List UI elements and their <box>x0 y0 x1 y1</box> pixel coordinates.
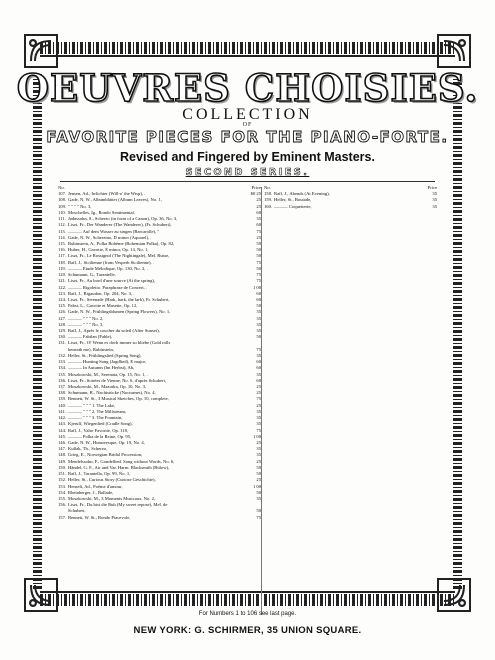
entry-price: 50 <box>256 489 261 495</box>
entry-title: Kjerulf, Wiegenlied (Cradle Song), <box>68 421 133 427</box>
entry-number: 117. <box>58 253 66 259</box>
entry-title: ——— " " " No. 3, <box>68 321 104 327</box>
entry-number: 127. <box>58 315 67 321</box>
entry-price: 35 <box>256 421 261 427</box>
entry-price: 50 <box>256 508 261 514</box>
entry-number: 143. <box>58 421 67 427</box>
entry-title: Raff, J., Abends (At Evening), <box>274 191 330 197</box>
entry-number: 135. <box>58 371 67 377</box>
catalog-entry <box>264 204 437 210</box>
border-bottom <box>40 594 455 606</box>
entry-price: 60 <box>256 359 261 365</box>
entry-price: 50 <box>256 303 261 309</box>
entry-price: 35 <box>256 495 261 501</box>
entry-title: ——— Fabilan (Fable), <box>68 334 113 340</box>
entry-title: ——— Auf dem Wasser zu singen (Barcarolle), " <box>68 228 160 234</box>
entry-number: 133. <box>58 359 67 365</box>
divider <box>60 181 435 182</box>
series-text: SECOND SERIES. <box>185 167 310 178</box>
publisher-line: NEW YORK: G. SCHIRMER, 35 UNION SQUARE. <box>133 625 362 636</box>
entry-price: 25 <box>256 477 261 483</box>
entry-title: Liszt, Fr., Au bord d'une source (At the spring), <box>68 278 156 284</box>
entry-title: Rheinberger, J., Ballade, <box>68 489 114 495</box>
entry-number: 136. <box>58 377 67 383</box>
entry-title: Raff, J., Rigaudon, Op. 204, No. 3, . <box>68 290 135 296</box>
subtitle: FAVORITE PIECES FOR THE PIANO-FORTE. <box>46 128 449 146</box>
entry-title: Kullak, Th., Scherzo, <box>68 446 108 452</box>
entry-title: ——— Etude Mélodique, Op. 130, No. 2, . <box>68 265 148 271</box>
entry-number: 155. <box>58 495 67 501</box>
entry-title: ——— " " " 2. The Millstream, <box>68 408 127 414</box>
footnote: For Numbers 1 to 106 see last page. <box>198 611 297 617</box>
corner-ornament-icon <box>436 577 472 613</box>
entry-title: Raff, J., Tarantella, Op. 99, No. 1, <box>68 471 131 477</box>
entry-number: 113. <box>58 228 66 234</box>
entry-number: 153. <box>58 483 67 489</box>
entry-price: 50 <box>256 265 261 271</box>
entry-price: 25 <box>256 234 261 240</box>
entry-price: 75 <box>256 514 261 520</box>
entry-number: 144. <box>58 427 67 433</box>
entry-number: 116. <box>58 247 66 253</box>
entry-price: 25 <box>256 458 261 464</box>
entry-price: 25 <box>256 402 261 408</box>
entry-title: Bennett, W. St., Rondo Piacevole, <box>68 514 131 520</box>
no-label: No. <box>58 185 65 190</box>
entry-price: 25 <box>256 390 261 396</box>
entry-price: 35 <box>256 415 261 421</box>
entry-title: Händel, G. F., Air and Var. Harm. Blacksmith (Bülow), <box>68 464 170 470</box>
entry-number: 118. <box>58 259 66 265</box>
entry-title: Schubert, <box>68 508 86 514</box>
entry-number: 125. <box>58 303 67 309</box>
price-label: Price <box>427 185 437 190</box>
entry-title: Gade, N. W., Frühlingsblumen (Spring Flowers), No. 1, <box>68 309 171 315</box>
entry-number: 152. <box>58 477 67 483</box>
entry-number: 142. <box>58 415 67 421</box>
entry-title: ——— Rigoletto. Paraphrase de Concert, . <box>68 284 148 290</box>
entry-title: beneath me), Rubinstein, <box>68 346 114 352</box>
entry-title: Moszkowski, M., Serenata, Op. 15, No. 1, . <box>68 371 148 377</box>
entry-title: Jadassohn, S., Scherzo (in form of a Canon), Op. 36, No. 3, <box>68 216 178 222</box>
entry-number: 147. <box>58 446 67 452</box>
price-label: Price <box>251 185 261 190</box>
entry-number: 151. <box>58 471 67 477</box>
entry-title: ——— " " " 1. The Lake, <box>68 402 116 408</box>
entry-price: 50 <box>256 334 261 340</box>
entry-number: 158. <box>264 191 273 197</box>
entry-price: 1 00 <box>252 284 261 290</box>
entry-title: ——— Polka de la Reine, Op. 95, <box>68 433 132 439</box>
entry-number: 145. <box>58 433 67 439</box>
corner-ornament-icon <box>23 33 59 69</box>
entry-title: Raff, J., Après le coucher du soleil (After Sunset), <box>68 328 160 334</box>
entry-number: 146. <box>58 439 67 445</box>
entry-title: Pabst, L., Gavotte et Musette, Op. 12, <box>68 303 138 309</box>
entry-title: ——— " " " 3. The Fountain, <box>68 415 123 421</box>
entry-price: 75 <box>256 272 261 278</box>
entry-title: Heller, St., Curious Story (Curiose Geschichte), <box>68 477 156 483</box>
entry-price: 60 <box>256 365 261 371</box>
entry-price: 75 <box>256 396 261 402</box>
revised-line: Revised and Fingered by Eminent Masters. <box>120 150 375 164</box>
column-divider <box>261 187 262 615</box>
entry-title: Moszkowski, M., Mazurka, Op. 10, No. 3, <box>68 384 147 389</box>
entry-title: Moschelles, Ig., Rondo Sentimental, <box>68 209 135 215</box>
entry-title: " " " " No. 3, <box>68 203 92 209</box>
entry-price: 25 <box>256 203 261 209</box>
entry-number: 140. <box>58 402 67 408</box>
entry-number: 109. <box>58 203 67 209</box>
entry-title: Liszt, Fr., Serenade (Hark, hark, the lark), Fr. Schubert, <box>68 296 170 302</box>
entry-price: 50 <box>256 240 261 246</box>
catalog-entry <box>58 515 261 521</box>
entry-price: 60 <box>256 222 261 228</box>
entry-title: Liszt, Fr., Du bist die Ruh (My sweet repose), Mel. de <box>68 502 168 508</box>
entry-number: 132. <box>58 352 67 358</box>
entry-title: Liszt, Fr., Der Wanderer (The Wanderer), (Fr. Schubert), <box>68 222 172 228</box>
entry-number: 130. <box>58 334 67 340</box>
entry-price: 35 <box>256 371 261 377</box>
entry-number: 122. <box>58 284 67 290</box>
entry-title: Gade, N. W., Scherzino, D minor (Aquarel), . <box>68 234 152 240</box>
entry-number: 112. <box>58 222 66 228</box>
entry-title: ——— In Autumn (Im Herbst), Ab, <box>68 365 135 371</box>
entry-title: Henselt, Ad., Poème d'amour, <box>68 483 123 489</box>
entry-title: ——— Coquetterie, <box>274 203 312 209</box>
entry-number: 114. <box>58 234 66 240</box>
entry-number: 141. <box>58 408 67 414</box>
entry-title: Mendelssohn, F., Gondellied. Song without Words, No. 6, <box>68 458 175 464</box>
entry-title: Huber, H., Gavotte, E minor, Op. 14, No. 1, <box>68 247 149 253</box>
entry-price: 35 <box>256 408 261 414</box>
entry-title: ——— " " " No. 2, <box>68 315 104 321</box>
entry-title: Raff, J., Valse Favorite, Op. 118, <box>68 427 129 433</box>
entry-price: 60 <box>256 209 261 215</box>
entry-price: 35 <box>256 452 261 458</box>
entry-price: 35 <box>432 197 437 203</box>
entry-number: 124. <box>58 296 67 302</box>
catalog-list <box>264 191 437 210</box>
entry-price: 50 <box>256 253 261 259</box>
entry-number: 137. <box>58 384 67 389</box>
of-label: OF <box>242 122 253 128</box>
entry-title: Heller, St., Boutade, <box>274 197 312 203</box>
entry-number: 159. <box>264 197 273 203</box>
entry-title: Liszt, Fr., O! Wenn es doch immer so bliebe (Gold rolls <box>68 340 171 346</box>
series-label <box>0 167 495 178</box>
entry-title: Gade, N. W., Humoresque, Op. 19, No. 4, <box>68 439 145 445</box>
entry-number: 138. <box>58 390 67 396</box>
entry-price: 35 <box>256 309 261 315</box>
page-title: OEUVRES CHOISIES. <box>16 66 479 110</box>
catalog-column-right <box>264 185 437 210</box>
entry-price: 35 <box>256 315 261 321</box>
entry-number: 131. <box>58 340 67 346</box>
entry-price: 75 <box>256 427 261 433</box>
entry-price: 60 <box>256 377 261 383</box>
entry-price: 35 <box>256 216 261 222</box>
border-top <box>40 42 455 54</box>
entry-number: 150. <box>58 464 67 470</box>
collection-label: COLLECTION <box>182 106 313 123</box>
corner-ornament-icon <box>23 577 59 613</box>
entry-price: $0 25 <box>250 191 261 197</box>
entry-price: 75 <box>256 228 261 234</box>
entry-price: 75 <box>256 259 261 265</box>
entry-price: 35 <box>256 352 261 358</box>
corner-ornament-icon <box>436 33 472 69</box>
entry-title: Bennett, W. St., 3 Musical Sketches, Op. 10, complete, <box>68 396 169 402</box>
entry-price: 50 <box>256 471 261 477</box>
catalog-list <box>58 191 261 521</box>
entry-price: 35 <box>432 203 437 209</box>
entry-title: Moszkowski, M., 3 Moments Musicaux, No. 2, <box>68 495 156 501</box>
entry-price: 35 <box>256 446 261 452</box>
entry-price: 50 <box>256 464 261 470</box>
entry-price: 60 <box>256 296 261 302</box>
entry-title: Raff, J., Sicilienne (from Vesperb Sicilienne), . <box>68 259 154 265</box>
entry-price: 1 00 <box>252 483 261 489</box>
entry-title: Schumann, R., Nachtstücke (Nocturnes), No. 4, <box>68 390 156 396</box>
catalog-column-left <box>58 185 261 521</box>
entry-price: 1 00 <box>252 433 261 439</box>
entry-price: 25 <box>256 197 261 203</box>
entry-title: Liszt, Fr., Soirées de Vienne, No. 6, d'après Schubert, <box>68 377 167 383</box>
entry-price: 25 <box>256 439 261 445</box>
entry-price: 60 <box>256 290 261 296</box>
entry-number: 123. <box>58 290 67 296</box>
entry-number: 121. <box>58 278 67 284</box>
entry-number: 108. <box>58 197 67 203</box>
entry-title: Grieg, E., Norwegian Bridal Procession, <box>68 452 143 458</box>
entry-number: 111. <box>58 216 66 222</box>
entry-number: 110. <box>58 209 66 215</box>
entry-title: Jensen, Ad., Irrlichter (Will-o' the Wisp), . <box>68 191 146 197</box>
entry-title: Rubinstein, A., Polka Bohème (Bohemian Polka), Op. 82, <box>68 240 175 246</box>
entry-price: 75 <box>256 278 261 284</box>
entry-number: 126. <box>58 309 67 315</box>
entry-number: 129. <box>58 328 67 334</box>
entry-number: 120. <box>58 272 67 278</box>
entry-title: Gade, N. W., Albumblätter (Album Leaves), No. 1, <box>68 197 162 203</box>
entry-number: 134. <box>58 365 67 371</box>
entry-number: 107. <box>58 191 67 197</box>
entry-title: Heller, St., Frühlingslied (Spring Song), <box>68 352 142 358</box>
entry-price: 35 <box>432 191 437 197</box>
entry-title: Liszt, Fr., Le Rossignol (The Nightingale), Mel. Russe, <box>68 253 170 259</box>
entry-price: 50 <box>256 247 261 253</box>
entry-number: 149. <box>58 458 67 464</box>
entry-number: 115. <box>58 240 66 246</box>
entry-price: 25 <box>256 384 261 389</box>
entry-number: 139. <box>58 396 67 402</box>
no-label: No. <box>264 185 271 190</box>
entry-price: 35 <box>256 328 261 334</box>
entry-number: 128. <box>58 321 67 327</box>
entry-title: Schumann, G., Tarantelle, <box>68 272 116 278</box>
entry-number: 157. <box>58 514 67 520</box>
entry-number: 148. <box>58 452 67 458</box>
entry-number: 156. <box>58 502 67 508</box>
entry-number: 119. <box>58 265 66 271</box>
entry-price: 35 <box>256 321 261 327</box>
entry-price: 75 <box>256 346 261 352</box>
entry-title: ——— Hunting Song (Jagdlied), E major, <box>68 359 147 365</box>
entry-number: 160. <box>264 203 273 209</box>
entry-number: 154. <box>58 489 67 495</box>
